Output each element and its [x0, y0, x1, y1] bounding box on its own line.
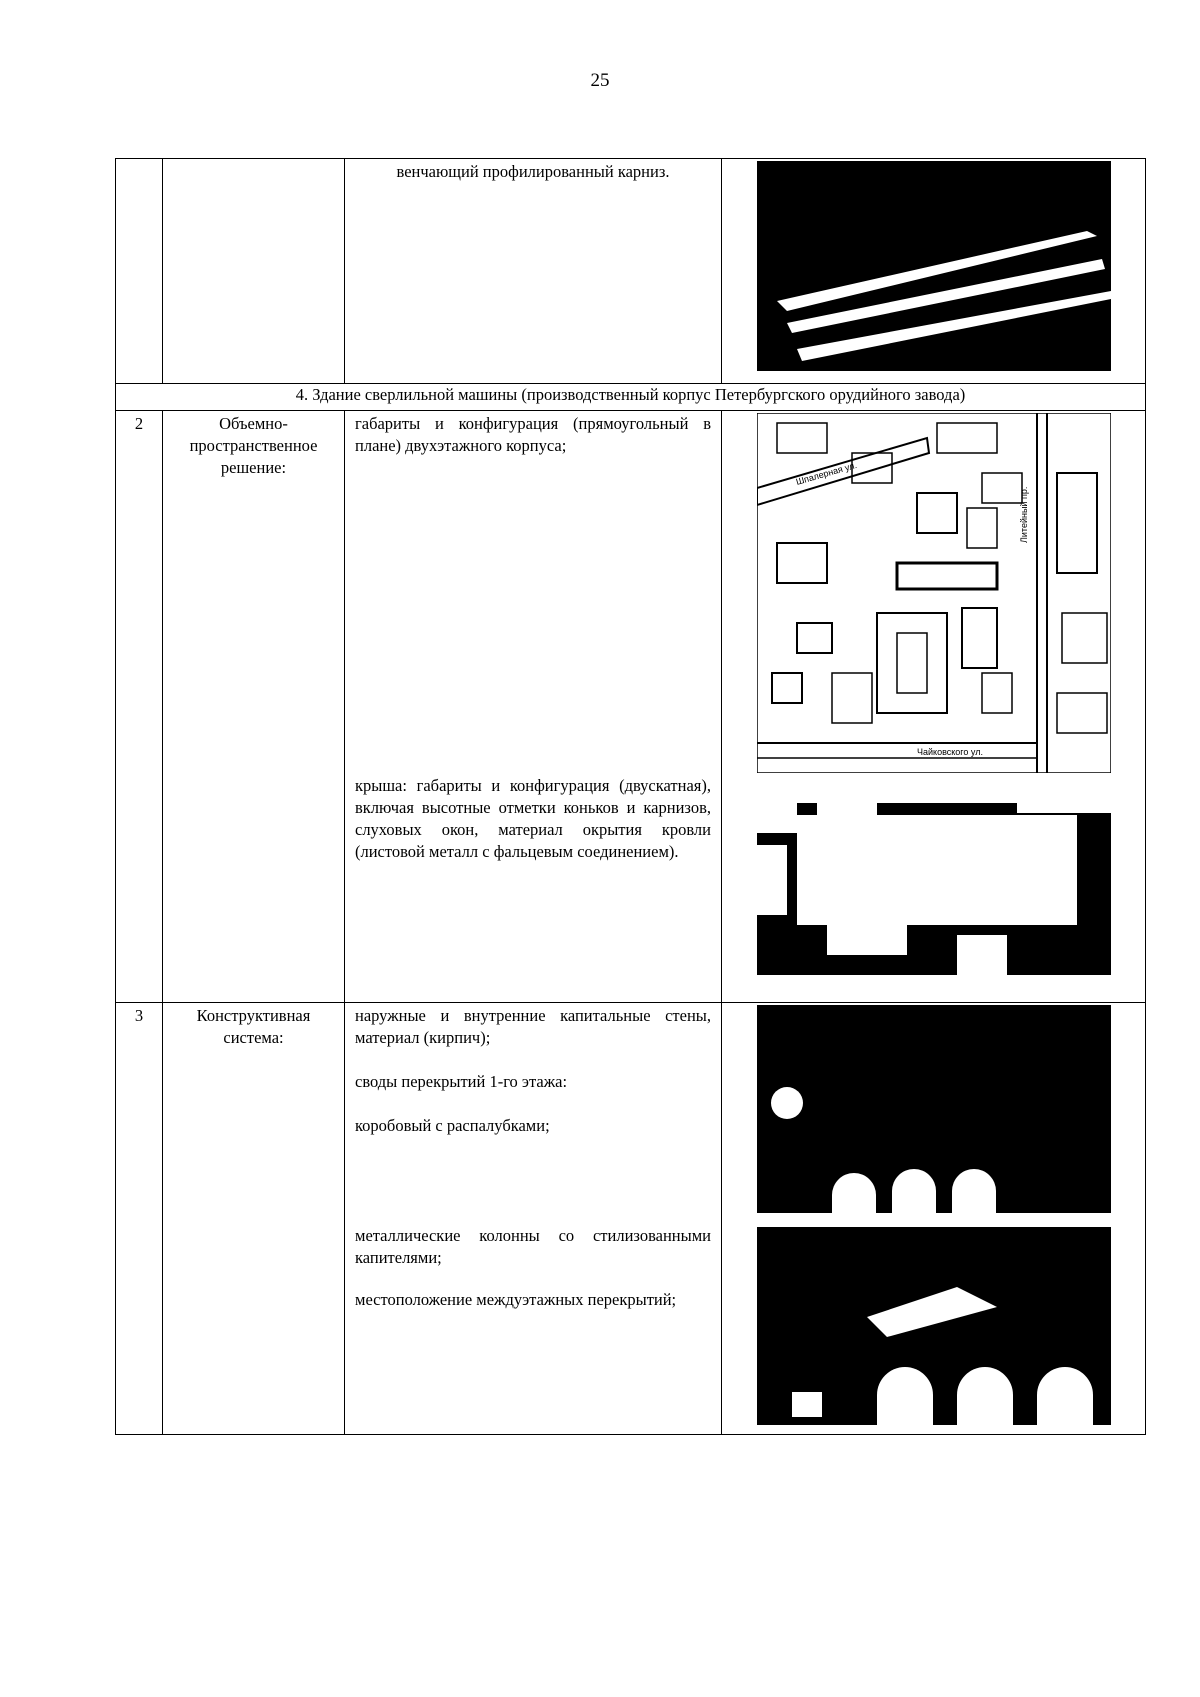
street-label-bottom: Чайковского ул.	[916, 747, 983, 757]
dimensions-description: габариты и конфигурация (прямоугольный в плане) двухэтажного корпуса;	[355, 414, 711, 455]
heritage-table	[115, 158, 1146, 1435]
cornice-photo	[757, 161, 1111, 371]
roof-aerial-photo	[757, 785, 1111, 975]
row-image-cell	[722, 411, 1146, 1003]
walls-description: наружные и внутренние капитальные стены, материал (кирпич);	[355, 1006, 711, 1047]
floors-description: местоположение междуэтажных перекрытий;	[355, 1290, 677, 1309]
row-name-cell: Конструктивная система:	[163, 1003, 345, 1435]
row-number-cell	[116, 159, 163, 384]
row-name-cell: Объемно-пространственное решение:	[163, 411, 345, 1003]
vault-interior-photo	[757, 1005, 1111, 1213]
row-image-cell	[722, 159, 1146, 384]
vaults-description: своды перекрытий 1-го этажа:	[355, 1072, 568, 1091]
column-interior-photo	[757, 1227, 1111, 1425]
row-number-cell: 2	[116, 411, 163, 1003]
row-image-cell	[722, 1003, 1146, 1435]
section-4-title: 4. Здание сверлильной машины (производственный корпус Петербургского орудийного завода)	[116, 384, 1146, 411]
cornice-description: венчающий профилированный карниз.	[396, 162, 670, 181]
vault-type-description: коробовый с распалубками;	[355, 1116, 550, 1135]
street-label-right: Литейный пр.	[1018, 486, 1029, 543]
columns-description: металлические колонны со стилизованными капителями;	[355, 1226, 711, 1267]
row-number-cell: 3	[116, 1003, 163, 1435]
street-label-top: Шпалерная ул.	[794, 460, 858, 487]
row-description-cell	[345, 159, 722, 384]
page-number: 25	[590, 70, 610, 91]
row-name-cell	[163, 159, 345, 384]
site-plan-map	[757, 413, 1111, 773]
table-row-3	[116, 1003, 1146, 1435]
section-header-row	[116, 384, 1146, 411]
table-row-2	[116, 411, 1146, 1003]
row-description-cell	[345, 411, 722, 1003]
row-description-cell	[345, 1003, 722, 1435]
table-row-continuation	[116, 159, 1146, 384]
roof-description: крыша: габариты и конфигурация (двускатная), включая высотные отметки коньков и карнизов, слуховых окон, материал окрытия кровли (листовой металл с фальцевым соединением).	[355, 776, 711, 861]
